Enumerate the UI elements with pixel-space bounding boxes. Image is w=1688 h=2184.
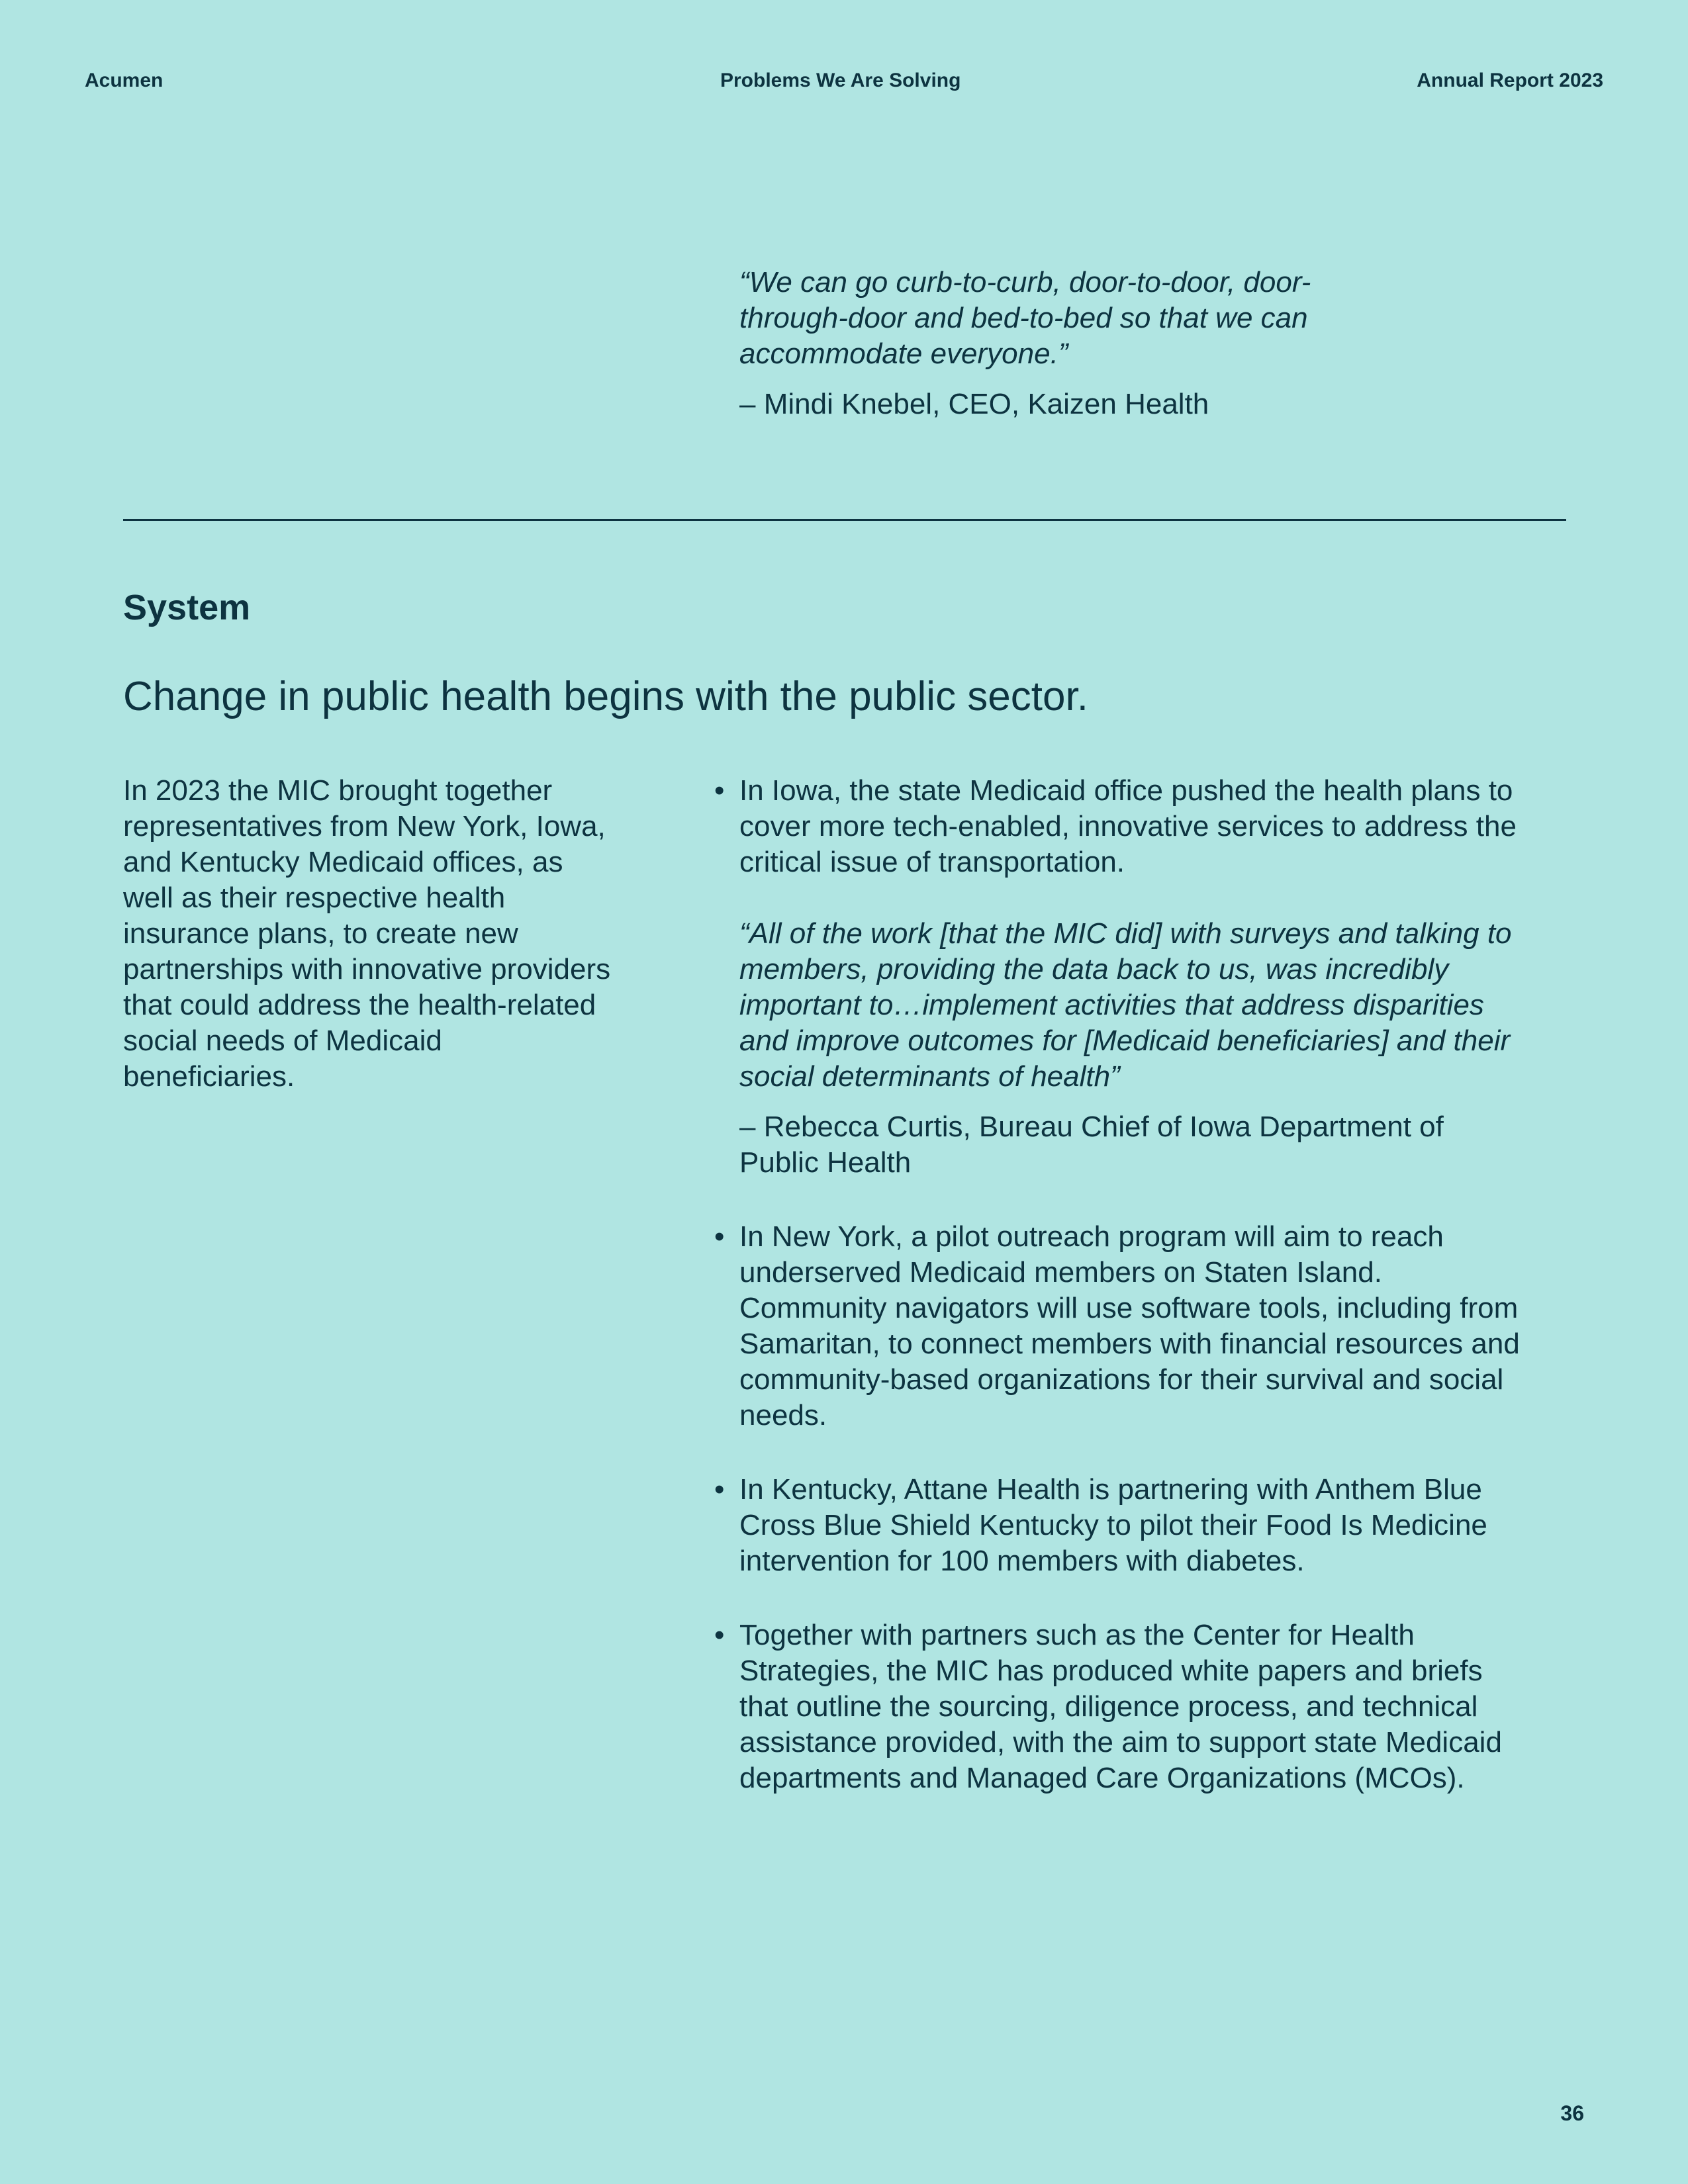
header-brand: Acumen [85, 69, 164, 91]
bullet-kentucky: • In Kentucky, Attane Health is partnering with Anthem Blue Cross Blue Shield Kentucky to pilot their Food Is Medicine intervention for 100 members with diabetes. [739, 1472, 1521, 1579]
bullet-white-papers: • Together with partners such as the Center for Health Strategies, the MIC has produced white papers and briefs that outline the sourcing, diligence process, and technical assistance provided, with the aim to support state Medicaid departments and Managed Care Organizations (MCOs). [739, 1617, 1521, 1796]
bullet-list [739, 773, 1521, 1796]
section-divider [123, 519, 1566, 521]
header-section-title: Problems We Are Solving [720, 69, 961, 91]
bullet-new-york: • In New York, a pilot outreach program will aim to reach underserved Medicaid members on Staten Island. Community navigators will use software tools, including from Samaritan, to connect members with financial resources and community-based organizations for their survival and social needs. [739, 1219, 1521, 1433]
iowa-quote-text: “All of the work [that the MIC did] with surveys and talking to members, providing the data back to us, was incredibly important to…implement activities that address disparities and improve outcomes for [Medicaid beneficiaries] and their social determinants of health” [739, 917, 1512, 1093]
section-heading: Change in public health begins with the public sector. [123, 674, 1088, 719]
featured-quote-text: “We can go curb-to-curb, door-to-door, door-through-door and bed-to-bed so that we can accommodate everyone.” [739, 266, 1311, 370]
featured-quote [739, 265, 1401, 422]
page-number: 36 [1560, 2101, 1584, 2125]
bullet-iowa: • In Iowa, the state Medicaid office pushed the health plans to cover more tech-enabled, innovative services to address the critical issue of transportation. [739, 773, 1521, 880]
intro-paragraph: In 2023 the MIC brought together representatives from New York, Iowa, and Kentucky Medicaid offices, as well as their respective health insurance plans, to create new partnerships with innovative providers that could address the health-related social needs of Medicaid beneficiaries. [123, 774, 611, 1093]
iowa-quote-attribution: – Rebecca Curtis, Bureau Chief of Iowa Department of Public Health [739, 1111, 1444, 1179]
header-report-title: Annual Report 2023 [1417, 69, 1603, 91]
featured-quote-attribution: – Mindi Knebel, CEO, Kaizen Health [739, 388, 1209, 420]
section-label: System [123, 588, 251, 627]
